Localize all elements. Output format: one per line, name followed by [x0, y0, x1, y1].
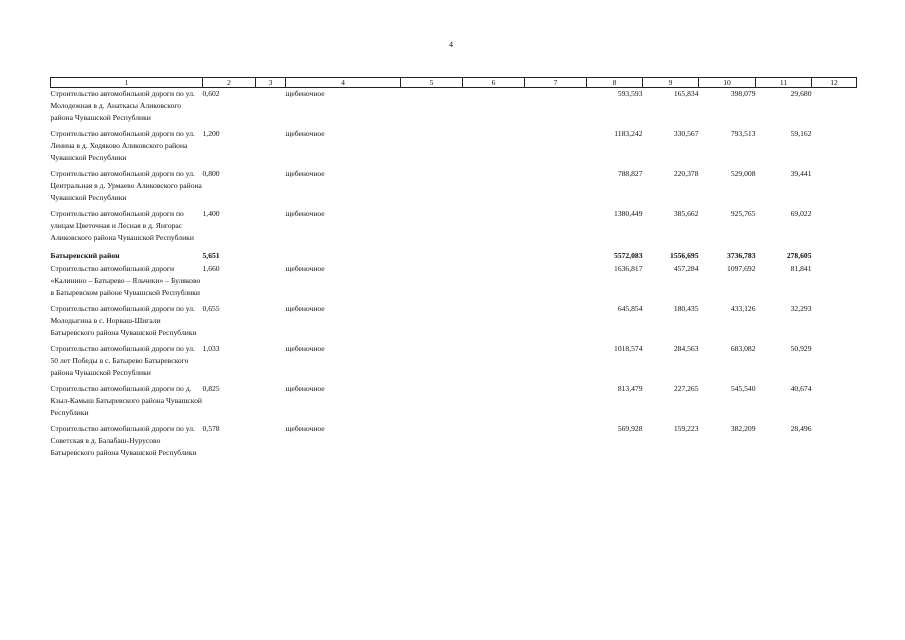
row-col10-value: 3736,783 [727, 251, 756, 260]
row-length: 5,651 [202, 251, 220, 260]
empty-cell [525, 263, 587, 303]
row-length: 1,200 [202, 129, 220, 138]
row-name: Строительство автомобильной дороги по ул. Молодыгина в с. Норваш-Шигали Батыревского района Чувашской Республики [50, 304, 197, 337]
empty-cell [463, 383, 525, 423]
row-length: 0,602 [202, 89, 220, 98]
row-col9-value: 165,834 [673, 89, 699, 98]
column-number-4: 4 [286, 78, 401, 88]
column-number-9: 9 [643, 78, 699, 88]
row-length: 0,825 [202, 384, 220, 393]
row-surface-type: щебеночное [285, 264, 325, 273]
empty-cell [401, 248, 463, 263]
column-number-7: 7 [525, 78, 587, 88]
row-col10-value: 382,209 [730, 424, 756, 433]
row-col11-value: 278,605 [786, 251, 812, 260]
empty-cell [463, 128, 525, 168]
empty-cell [401, 343, 463, 383]
row-col9-value: 180,435 [673, 304, 699, 313]
table-row [51, 423, 857, 463]
row-col9-value: 227,265 [673, 384, 699, 393]
row-length: 0,655 [202, 304, 220, 313]
row-name: Строительство автомобильной дороги по улицам Цветочная и Лесная в д. Янгорас Аликовского района Чувашской Республики [50, 209, 194, 242]
empty-cell [256, 208, 286, 248]
row-surface-type: щебеночное [285, 209, 325, 218]
row-col10-value: 398,079 [730, 89, 756, 98]
row-name: Строительство автомобильной дороги по ул. Ленина в д. Ходяково Аликовского района Чувашской Республики [50, 129, 195, 162]
table-row [51, 168, 857, 208]
table-row [51, 343, 857, 383]
row-name: Строительство автомобильной дороги по д. Кзыл-Камыш Батыревского района Чувашской Республики [50, 384, 202, 417]
empty-cell [463, 248, 525, 263]
row-col8-value: 645,854 [617, 304, 643, 313]
row-name: Строительство автомобильной дороги по ул. Центральная в д. Урмаево Аликовского района Чувашской Республики [50, 169, 202, 202]
row-col11-value: 29,680 [790, 89, 812, 98]
empty-cell [401, 423, 463, 463]
row-col8-value: 813,479 [617, 384, 643, 393]
row-length: 1,033 [202, 344, 220, 353]
empty-cell [256, 383, 286, 423]
row-col9-value: 1556,695 [670, 251, 699, 260]
empty-cell [401, 88, 463, 129]
roads-table [50, 77, 857, 463]
column-number-11: 11 [756, 78, 812, 88]
row-col11-value: 28,496 [790, 424, 812, 433]
row-length: 0,578 [202, 424, 220, 433]
table-row [51, 383, 857, 423]
empty-cell [463, 343, 525, 383]
row-surface-type: щебеночное [285, 89, 325, 98]
row-surface-type: щебеночное [285, 344, 325, 353]
empty-cell [401, 128, 463, 168]
row-col11-value: 59,162 [790, 129, 812, 138]
column-number-10: 10 [699, 78, 756, 88]
empty-cell [812, 423, 857, 463]
empty-cell [401, 303, 463, 343]
empty-cell [525, 303, 587, 343]
empty-cell [256, 423, 286, 463]
column-number-2: 2 [203, 78, 256, 88]
column-number-3: 3 [256, 78, 286, 88]
row-col9-value: 159,223 [673, 424, 699, 433]
column-number-row [51, 78, 857, 88]
empty-cell [525, 128, 587, 168]
empty-cell [401, 168, 463, 208]
empty-cell [256, 248, 286, 263]
row-col9-value: 284,563 [673, 344, 699, 353]
empty-cell [401, 263, 463, 303]
empty-cell [256, 88, 286, 129]
empty-cell [463, 263, 525, 303]
row-length: 1,660 [202, 264, 220, 273]
empty-cell [525, 248, 587, 263]
column-number-8: 8 [587, 78, 643, 88]
empty-cell [812, 88, 857, 129]
row-col9-value: 385,662 [673, 209, 699, 218]
table-row [51, 263, 857, 303]
row-name: Строительство автомобильной дороги по ул. Советская в д. Балабаш-Нурусово Батыревского района Чувашской Республики [50, 424, 197, 457]
row-col10-value: 433,126 [730, 304, 756, 313]
row-length: 1,400 [202, 209, 220, 218]
table-row [51, 208, 857, 248]
row-col10-value: 793,513 [730, 129, 756, 138]
row-length: 0,800 [202, 169, 220, 178]
row-col8-value: 1018,574 [614, 344, 643, 353]
empty-cell [525, 343, 587, 383]
empty-cell [812, 208, 857, 248]
empty-cell [525, 88, 587, 129]
empty-cell [812, 128, 857, 168]
row-col11-value: 50,929 [790, 344, 812, 353]
empty-cell [812, 248, 857, 263]
row-name: Батыревский район [50, 251, 120, 260]
row-name: Строительство автомобильной дороги по ул. 50 лет Победы в с. Батырево Батыревского района Чувашской Республики [50, 344, 195, 377]
empty-cell [256, 168, 286, 208]
column-number-1: 1 [51, 78, 203, 88]
row-surface-type: щебеночное [285, 129, 325, 138]
column-number-12: 12 [812, 78, 857, 88]
table-body [51, 88, 857, 464]
empty-cell [812, 343, 857, 383]
row-col10-value: 683,082 [730, 344, 756, 353]
row-surface-type [286, 248, 401, 263]
row-col10-value: 1097,692 [727, 264, 756, 273]
empty-cell [463, 88, 525, 129]
empty-cell [812, 168, 857, 208]
row-col9-value: 457,284 [673, 264, 699, 273]
empty-cell [525, 208, 587, 248]
empty-cell [525, 423, 587, 463]
table-row [51, 303, 857, 343]
row-col9-value: 220,378 [673, 169, 699, 178]
row-col8-value: 788,827 [617, 169, 643, 178]
column-number-6: 6 [463, 78, 525, 88]
row-col8-value: 5572,083 [614, 251, 643, 260]
row-col11-value: 40,674 [790, 384, 812, 393]
row-col8-value: 1380,449 [614, 209, 643, 218]
row-col11-value: 81,841 [790, 264, 812, 273]
table-row [51, 128, 857, 168]
empty-cell [401, 383, 463, 423]
empty-cell [463, 423, 525, 463]
row-surface-type: щебеночное [285, 384, 325, 393]
empty-cell [812, 263, 857, 303]
empty-cell [463, 303, 525, 343]
row-name: Строительство автомобильной дороги по ул. Молодежная в д. Анаткасы Аликовского района Чувашской Республики [50, 89, 195, 122]
empty-cell [256, 303, 286, 343]
row-col11-value: 32,293 [790, 304, 812, 313]
empty-cell [812, 383, 857, 423]
empty-cell [463, 168, 525, 208]
row-col8-value: 569,928 [617, 424, 643, 433]
row-surface-type: щебеночное [285, 424, 325, 433]
row-col10-value: 545,540 [730, 384, 756, 393]
empty-cell [256, 128, 286, 168]
empty-cell [812, 303, 857, 343]
column-number-5: 5 [401, 78, 463, 88]
row-col8-value: 593,593 [617, 89, 643, 98]
row-col11-value: 69,022 [790, 209, 812, 218]
page-number: 4 [449, 40, 453, 49]
row-surface-type: щебеночное [285, 304, 325, 313]
empty-cell [463, 208, 525, 248]
district-row [51, 248, 857, 263]
row-col10-value: 925,765 [730, 209, 756, 218]
empty-cell [525, 383, 587, 423]
row-col8-value: 1183,242 [614, 129, 643, 138]
row-name: Строительство автомобильной дороги «Калинино – Батырево – Яльчики» – Буляково в Батыревском районе Чувашской Республики [50, 264, 201, 297]
empty-cell [525, 168, 587, 208]
row-col9-value: 330,567 [673, 129, 699, 138]
row-col8-value: 1636,817 [614, 264, 643, 273]
empty-cell [401, 208, 463, 248]
row-col10-value: 529,008 [730, 169, 756, 178]
table-row [51, 88, 857, 129]
row-surface-type: щебеночное [285, 169, 325, 178]
empty-cell [256, 263, 286, 303]
empty-cell [256, 343, 286, 383]
row-col11-value: 39,441 [790, 169, 812, 178]
